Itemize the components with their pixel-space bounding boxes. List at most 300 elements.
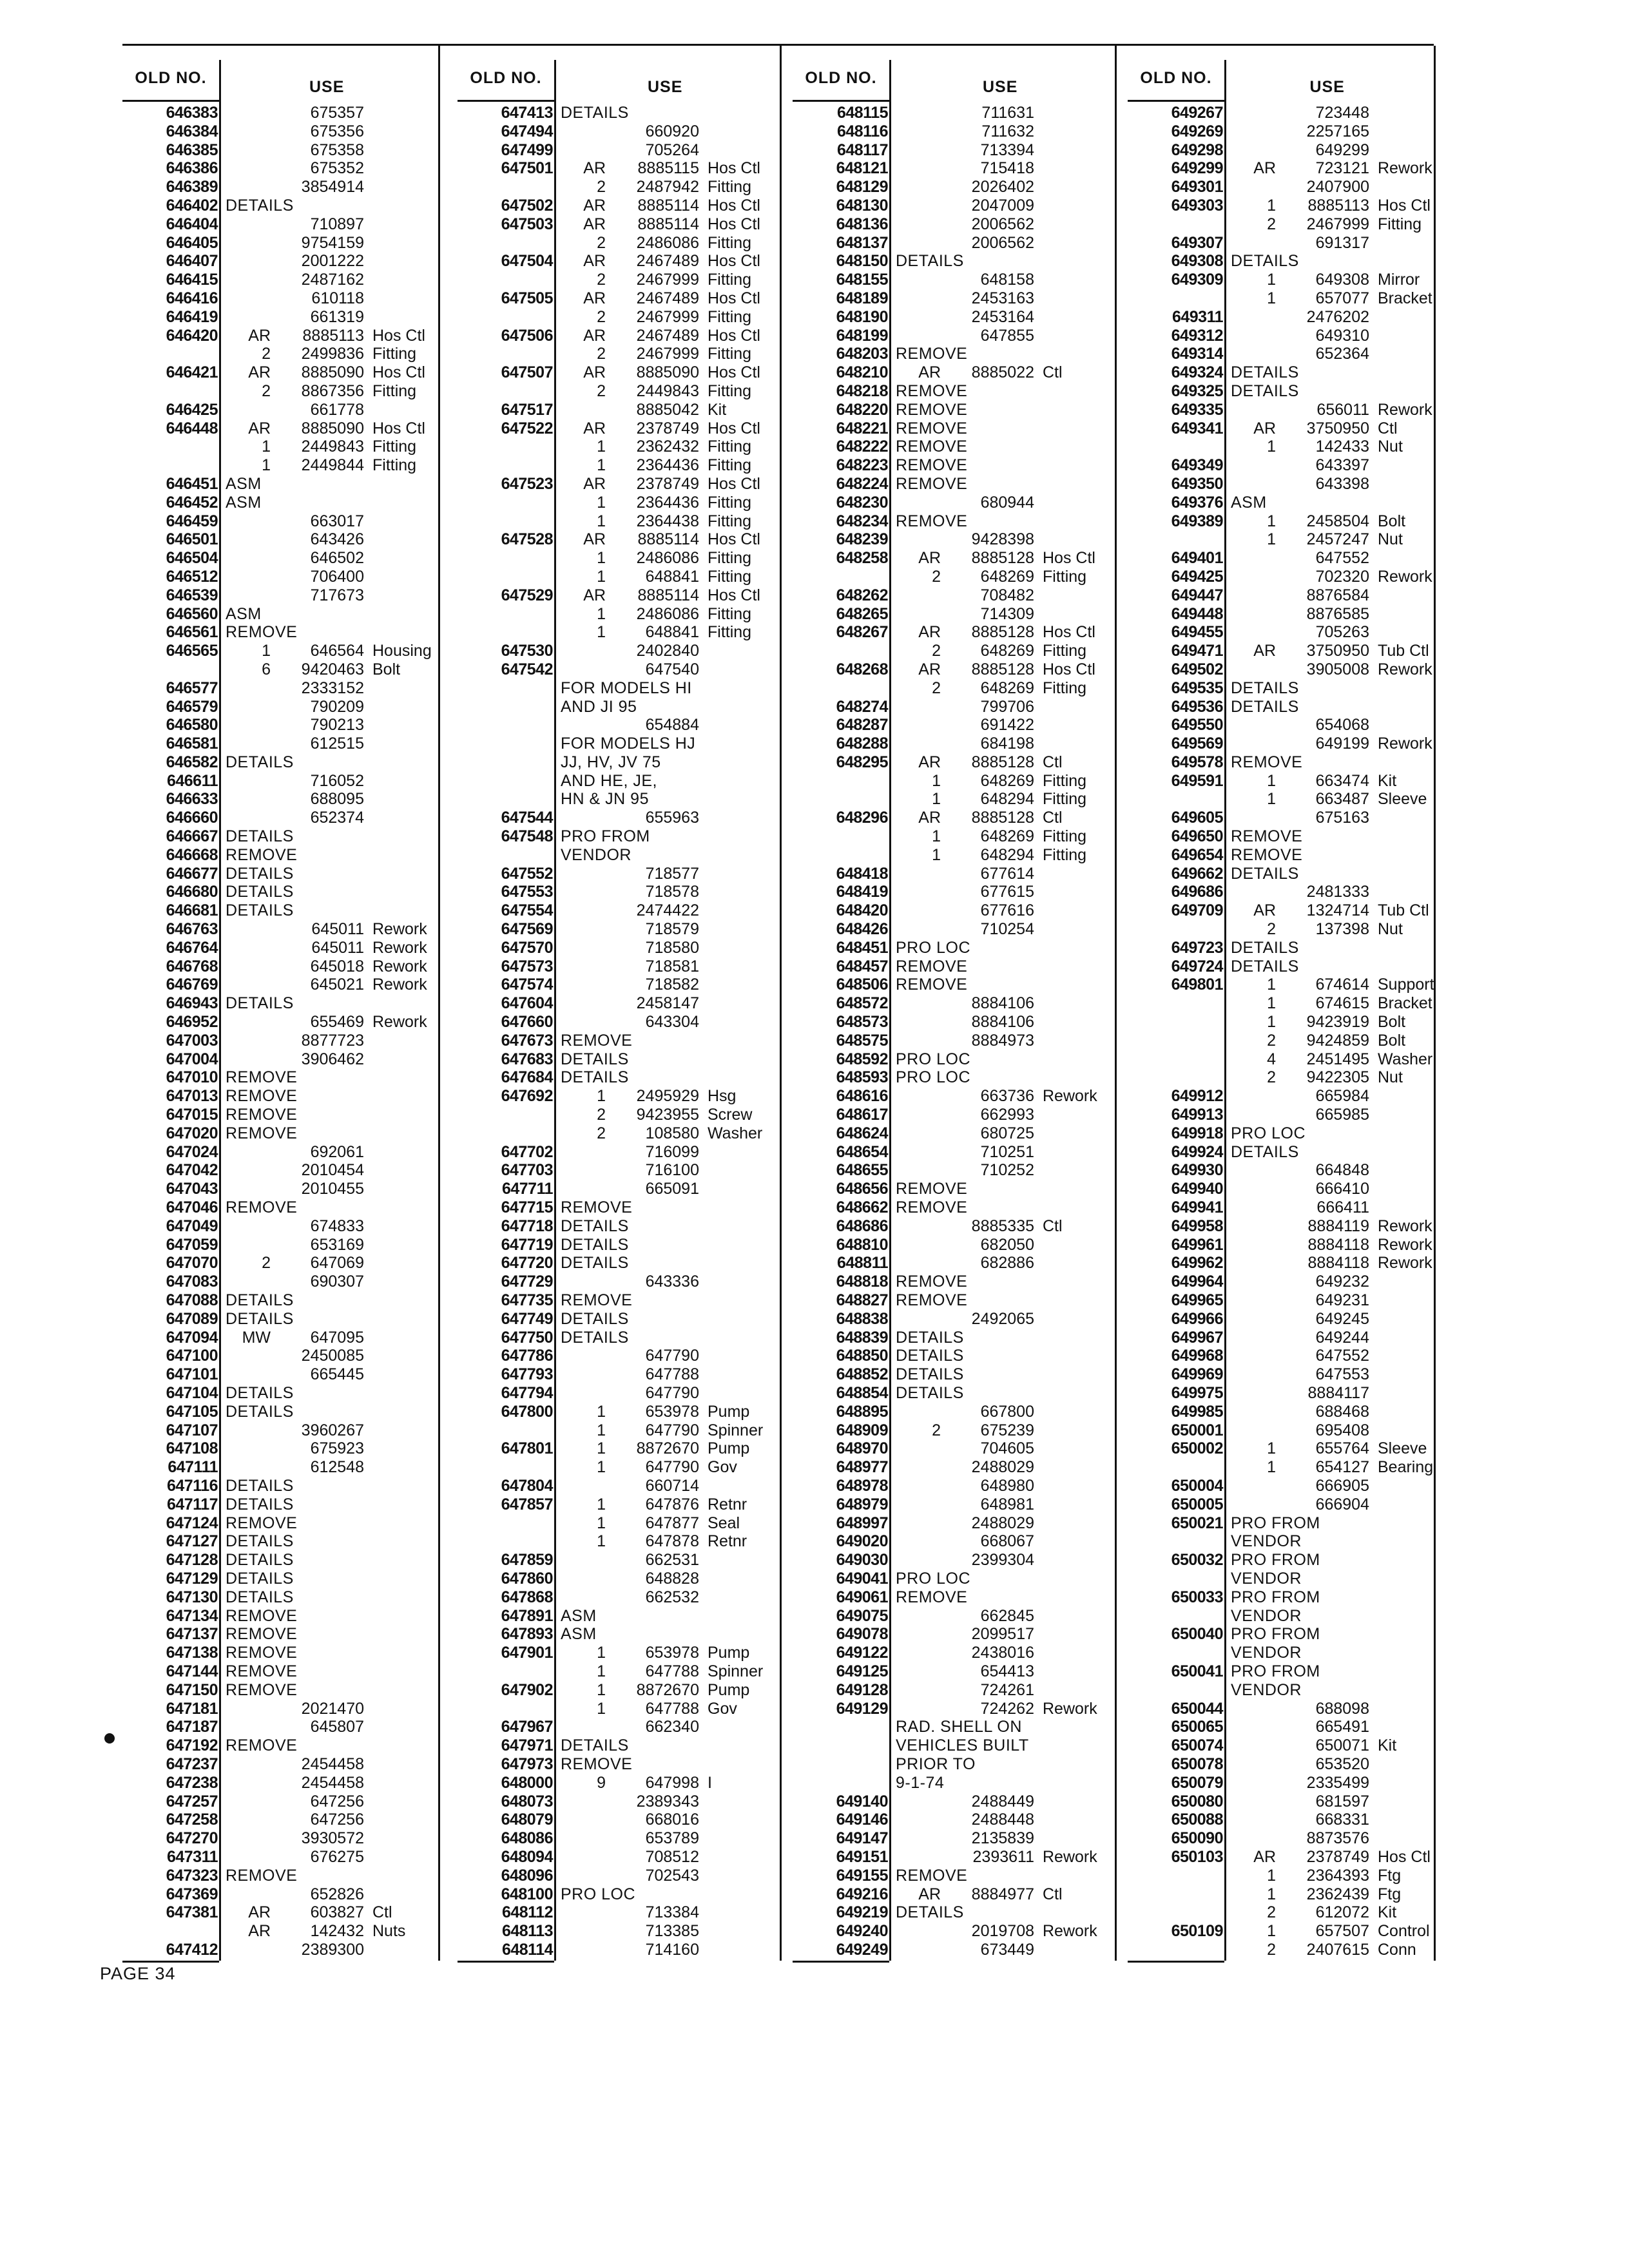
instruction-text: DETAILS xyxy=(561,104,629,122)
table-row xyxy=(122,122,438,141)
use-part-number: 603827 xyxy=(310,1903,364,1922)
part-description: Kit xyxy=(1378,1736,1397,1755)
table-row xyxy=(122,1198,438,1217)
use-part-number: 662340 xyxy=(645,1718,699,1736)
use-part-number: 663017 xyxy=(310,512,364,530)
old-part-number: 646386 xyxy=(166,159,218,178)
instruction-text: DETAILS xyxy=(561,1736,629,1755)
old-part-number: 646763 xyxy=(166,920,218,939)
old-part-number: 647237 xyxy=(166,1754,218,1773)
table-row xyxy=(122,1087,438,1106)
table-row xyxy=(793,345,1115,363)
use-part-number: 647855 xyxy=(980,326,1034,345)
old-part-number: 646425 xyxy=(166,400,218,419)
table-row xyxy=(458,419,780,438)
instruction-text: DETAILS xyxy=(561,1216,629,1235)
table-row xyxy=(122,679,438,698)
instruction-text: DETAILS xyxy=(896,1347,964,1365)
table-row xyxy=(1128,1607,1434,1626)
use-part-number: 2047009 xyxy=(971,196,1034,215)
use-part-number: 2389343 xyxy=(636,1792,699,1811)
old-part-number: 647107 xyxy=(166,1421,218,1439)
instruction-text: DETAILS xyxy=(1231,957,1299,975)
old-part-number: 647187 xyxy=(166,1718,218,1736)
use-part-number: 710254 xyxy=(980,920,1034,939)
instruction-text: VENDOR xyxy=(1231,1680,1302,1699)
use-part-number: 8884977 xyxy=(971,1885,1034,1903)
part-description: Retnr xyxy=(708,1495,747,1514)
instruction-text: PRO FROM xyxy=(561,827,650,846)
part-description: Fitting xyxy=(708,604,752,623)
quantity: AR xyxy=(583,474,606,493)
quantity: 1 xyxy=(597,549,606,568)
old-part-number: 648420 xyxy=(836,901,888,920)
table-row xyxy=(793,549,1115,568)
use-part-number: 2488029 xyxy=(971,1458,1034,1477)
use-part-number: 2486086 xyxy=(636,233,699,252)
table-row xyxy=(122,234,438,253)
use-part-number: 666411 xyxy=(1316,1198,1369,1217)
use-part-number: 647790 xyxy=(645,1383,699,1402)
table-row xyxy=(122,1570,438,1588)
table-row xyxy=(793,1236,1115,1254)
use-part-number: 718581 xyxy=(645,957,699,975)
use-part-number: 2378749 xyxy=(636,419,699,437)
part-description: Spinner xyxy=(708,1662,764,1680)
old-part-number: 646611 xyxy=(166,771,218,790)
old-part-number: 650080 xyxy=(1171,1792,1223,1811)
table-row xyxy=(1128,1458,1434,1477)
old-part-number: 648218 xyxy=(836,381,888,400)
table-row xyxy=(793,271,1115,289)
table-row xyxy=(122,660,438,679)
old-part-number: 649966 xyxy=(1171,1309,1223,1328)
table-row xyxy=(1128,141,1434,160)
old-part-number: 646660 xyxy=(166,809,218,827)
use-part-number: 723448 xyxy=(1315,104,1369,122)
quantity: 1 xyxy=(597,456,606,475)
old-part-number: 646539 xyxy=(166,586,218,604)
quantity: AR xyxy=(918,753,941,771)
quantity: MW xyxy=(242,1328,271,1347)
table-row xyxy=(1128,122,1434,141)
old-part-number: 648624 xyxy=(836,1124,888,1142)
table-row xyxy=(458,475,780,494)
table-row xyxy=(1128,178,1434,197)
quantity: 2 xyxy=(1267,1903,1276,1922)
old-part-number: 647715 xyxy=(501,1198,553,1217)
quantity: AR xyxy=(583,215,606,233)
instruction-text: DETAILS xyxy=(561,1235,629,1254)
instruction-text: PRO LOC xyxy=(1231,1124,1306,1142)
instruction-text: REMOVE xyxy=(561,1754,633,1773)
old-part-number: 649020 xyxy=(836,1532,888,1551)
table-row xyxy=(1128,1291,1434,1310)
use-part-number: 3750950 xyxy=(1306,642,1369,660)
use-part-number: 647540 xyxy=(645,660,699,678)
quantity: 1 xyxy=(932,845,941,864)
use-part-number: 649299 xyxy=(1315,140,1369,159)
table-row xyxy=(1128,159,1434,178)
table-row xyxy=(122,735,438,753)
old-part-number: 647020 xyxy=(166,1124,218,1142)
use-part-number: 8884106 xyxy=(971,1013,1034,1032)
old-part-number: 648079 xyxy=(501,1811,553,1829)
instruction-text: DETAILS xyxy=(226,883,294,901)
old-part-number: 647013 xyxy=(166,1087,218,1106)
table-row xyxy=(122,1329,438,1347)
instruction-text: REMOVE xyxy=(226,1625,298,1644)
use-header: USE xyxy=(309,78,345,96)
table-row xyxy=(122,1811,438,1829)
use-part-number: 8885128 xyxy=(971,549,1034,568)
quantity: 2 xyxy=(597,345,606,363)
table-row xyxy=(458,1774,780,1792)
part-description: Kit xyxy=(1378,1903,1397,1922)
use-part-number: 662531 xyxy=(645,1551,699,1570)
use-part-number: 2257165 xyxy=(1306,122,1369,140)
old-part-number: 646680 xyxy=(166,883,218,901)
table-row xyxy=(1128,1032,1434,1050)
instruction-text: REMOVE xyxy=(896,975,968,994)
part-description: Ctl xyxy=(1043,363,1063,382)
table-row xyxy=(1128,1050,1434,1069)
table-row xyxy=(458,772,780,791)
part-description: Tub Ctl xyxy=(1378,901,1429,920)
table-row xyxy=(458,1829,780,1848)
quantity: 1 xyxy=(597,1087,606,1106)
quantity: AR xyxy=(583,159,606,178)
use-part-number: 2499836 xyxy=(301,345,364,363)
old-part-number: 648136 xyxy=(836,215,888,233)
use-part-number: 8885113 xyxy=(1307,196,1369,215)
instruction-text: DETAILS xyxy=(1231,252,1299,271)
quantity: 1 xyxy=(1267,771,1276,790)
use-part-number: 3930572 xyxy=(301,1829,364,1848)
old-part-number: 648267 xyxy=(836,623,888,642)
use-part-number: 713394 xyxy=(980,140,1034,159)
use-part-number: 677616 xyxy=(980,901,1034,920)
instruction-text: VENDOR xyxy=(561,845,631,864)
use-part-number: 682050 xyxy=(980,1235,1034,1254)
table-row xyxy=(793,178,1115,197)
use-part-number: 718582 xyxy=(645,975,699,994)
instruction-text: DETAILS xyxy=(896,1365,964,1384)
use-part-number: 647788 xyxy=(645,1699,699,1718)
quantity: 2 xyxy=(932,678,941,697)
use-part-number: 653520 xyxy=(1315,1754,1369,1773)
part-description: Rework xyxy=(372,957,427,975)
old-part-number: 649650 xyxy=(1171,827,1223,846)
use-part-number: 2450085 xyxy=(301,1347,364,1365)
table-row xyxy=(793,1106,1115,1124)
column-section-1 xyxy=(122,46,438,1961)
old-part-number: 649269 xyxy=(1171,122,1223,140)
old-part-number: 647004 xyxy=(166,1050,218,1068)
old-part-number: 649535 xyxy=(1171,678,1223,697)
part-description: Fitting xyxy=(708,456,752,475)
quantity: 2 xyxy=(597,307,606,326)
part-description: Hos Ctl xyxy=(708,196,760,215)
old-part-number: 649140 xyxy=(836,1792,888,1811)
old-part-number: 649964 xyxy=(1171,1273,1223,1291)
rows xyxy=(122,104,438,1959)
old-part-number: 647010 xyxy=(166,1068,218,1087)
old-part-number: 649455 xyxy=(1171,623,1223,642)
quantity: 1 xyxy=(1267,1866,1276,1885)
instruction-text: FOR MODELS HI xyxy=(561,678,692,697)
old-part-number: 647801 xyxy=(501,1439,553,1458)
table-row xyxy=(122,419,438,438)
use-part-number: 643304 xyxy=(645,1013,699,1032)
table-row xyxy=(793,382,1115,401)
part-description: Rework xyxy=(1378,1254,1432,1273)
instruction-text: DETAILS xyxy=(226,994,294,1013)
table-row xyxy=(122,1700,438,1718)
use-part-number: 675356 xyxy=(310,122,364,140)
table-row xyxy=(1128,1811,1434,1829)
use-part-number: 716052 xyxy=(310,771,364,790)
old-part-number: 646405 xyxy=(166,233,218,252)
old-part-number: 649801 xyxy=(1171,975,1223,994)
old-part-number: 647971 xyxy=(501,1736,553,1755)
table-row xyxy=(793,1217,1115,1236)
table-row xyxy=(1128,1625,1434,1644)
instruction-text: REMOVE xyxy=(561,1198,633,1217)
old-part-number: 647138 xyxy=(166,1644,218,1662)
instruction-text: REMOVE xyxy=(226,1866,298,1885)
old-part-number: 648818 xyxy=(836,1273,888,1291)
quantity: 1 xyxy=(597,1495,606,1514)
table-row xyxy=(458,1736,780,1755)
part-description: Fitting xyxy=(1043,567,1087,586)
table-row xyxy=(1128,1551,1434,1570)
table-row xyxy=(1128,957,1434,976)
table-row xyxy=(458,1885,780,1904)
use-part-number: 2467999 xyxy=(636,307,699,326)
instruction-text: REMOVE xyxy=(226,1198,298,1217)
table-row xyxy=(458,178,780,197)
use-part-number: 8884118 xyxy=(1307,1254,1369,1273)
part-description: Pump xyxy=(708,1644,750,1662)
old-no-header: OLD NO. xyxy=(805,69,877,87)
table-row xyxy=(458,345,780,363)
quantity: 1 xyxy=(932,771,941,790)
old-part-number: 648000 xyxy=(501,1773,553,1792)
use-part-number: 2453164 xyxy=(971,307,1034,326)
header-rule xyxy=(122,100,219,102)
old-part-number: 647043 xyxy=(166,1180,218,1198)
table-row xyxy=(122,642,438,660)
use-part-number: 8885042 xyxy=(636,400,699,419)
part-description: Tub Ctl xyxy=(1378,642,1429,660)
table-row xyxy=(458,790,780,809)
use-part-number: 8885128 xyxy=(971,660,1034,678)
table-row xyxy=(458,623,780,642)
table-row xyxy=(458,809,780,827)
instruction-text: REMOVE xyxy=(896,957,968,975)
use-part-number: 2453163 xyxy=(971,289,1034,307)
use-part-number: 647256 xyxy=(310,1811,364,1829)
table-row xyxy=(1128,679,1434,698)
old-part-number: 649724 xyxy=(1171,957,1223,975)
use-part-number: 2402840 xyxy=(636,642,699,660)
use-part-number: 2467999 xyxy=(636,271,699,289)
old-part-number: 647901 xyxy=(501,1644,553,1662)
part-description: Fitting xyxy=(708,623,752,642)
table-row xyxy=(122,475,438,494)
instruction-text: DETAILS xyxy=(226,1309,294,1328)
use-part-number: 675163 xyxy=(1315,809,1369,827)
quantity: 1 xyxy=(597,1532,606,1551)
old-part-number: 646561 xyxy=(166,623,218,642)
old-part-number: 648617 xyxy=(836,1106,888,1124)
old-part-number: 649471 xyxy=(1171,642,1223,660)
table-row xyxy=(1128,623,1434,642)
table-row xyxy=(793,586,1115,605)
quantity: 1 xyxy=(597,1644,606,1662)
table-row xyxy=(793,939,1115,957)
old-part-number: 649941 xyxy=(1171,1198,1223,1217)
old-part-number: 646668 xyxy=(166,845,218,864)
use-part-number: 653978 xyxy=(645,1644,699,1662)
old-part-number: 646416 xyxy=(166,289,218,307)
table-row xyxy=(793,1736,1115,1755)
use-part-number: 680725 xyxy=(980,1124,1034,1142)
use-part-number: 668067 xyxy=(980,1532,1034,1551)
quantity: 1 xyxy=(1267,1458,1276,1477)
table-row xyxy=(458,1700,780,1718)
table-row xyxy=(458,753,780,772)
old-part-number: 648288 xyxy=(836,735,888,753)
use-part-number: 9754159 xyxy=(301,233,364,252)
table-row xyxy=(458,122,780,141)
use-part-number: 2135839 xyxy=(971,1829,1034,1848)
old-part-number: 648593 xyxy=(836,1068,888,1087)
old-part-number: 650090 xyxy=(1171,1829,1223,1848)
old-part-number: 649147 xyxy=(836,1829,888,1848)
old-part-number: 647902 xyxy=(501,1680,553,1699)
table-row xyxy=(458,1941,780,1959)
old-part-number: 649709 xyxy=(1171,901,1223,920)
old-part-number: 649550 xyxy=(1171,716,1223,735)
part-description: Bracket xyxy=(1378,289,1432,307)
use-part-number: 676275 xyxy=(310,1847,364,1866)
use-part-number: 2393611 xyxy=(972,1847,1034,1866)
part-description: Fitting xyxy=(1043,827,1087,846)
table-row xyxy=(1128,1848,1434,1867)
table-row xyxy=(793,494,1115,512)
table-row xyxy=(1128,1161,1434,1180)
table-row xyxy=(122,1607,438,1626)
instruction-text: PRO FROM xyxy=(1231,1625,1320,1644)
quantity: AR xyxy=(248,1903,271,1922)
footer-rule xyxy=(793,1961,889,1963)
quantity: 1 xyxy=(262,456,271,475)
instruction-text: DETAILS xyxy=(561,1254,629,1273)
use-part-number: 652364 xyxy=(1315,345,1369,363)
old-part-number: 648112 xyxy=(501,1903,553,1922)
use-part-number: 657507 xyxy=(1315,1922,1369,1941)
header-rule xyxy=(1128,100,1224,102)
old-part-number: 649075 xyxy=(836,1606,888,1625)
table-row xyxy=(793,234,1115,253)
instruction-text: REMOVE xyxy=(896,474,968,493)
table-row xyxy=(1128,104,1434,122)
table-row xyxy=(122,1403,438,1421)
part-description: Hsg xyxy=(708,1087,737,1106)
old-part-number: 648852 xyxy=(836,1365,888,1384)
old-part-number: 649240 xyxy=(836,1922,888,1941)
use-part-number: 718577 xyxy=(645,864,699,883)
part-description: Ftg xyxy=(1378,1885,1402,1903)
old-part-number: 648451 xyxy=(836,938,888,957)
table-row xyxy=(793,901,1115,920)
old-part-number: 648997 xyxy=(836,1514,888,1532)
old-part-number: 648155 xyxy=(836,271,888,289)
old-part-number: 649985 xyxy=(1171,1402,1223,1421)
section-border xyxy=(438,46,440,1961)
instruction-text: REMOVE xyxy=(226,1087,298,1106)
table-row xyxy=(458,975,780,994)
old-part-number: 649376 xyxy=(1171,493,1223,512)
table-row xyxy=(458,698,780,716)
old-part-number: 648230 xyxy=(836,493,888,512)
old-part-number: 648210 xyxy=(836,363,888,382)
old-part-number: 647554 xyxy=(501,901,553,920)
instruction-text: REMOVE xyxy=(226,1736,298,1755)
use-part-number: 647552 xyxy=(1315,549,1369,568)
use-part-number: 684198 xyxy=(980,735,1034,753)
old-part-number: 647503 xyxy=(501,215,553,233)
instruction-text: REMOVE xyxy=(226,1680,298,1699)
old-part-number: 649447 xyxy=(1171,586,1223,604)
old-part-number: 647573 xyxy=(501,957,553,975)
old-part-number: 649301 xyxy=(1171,178,1223,197)
instruction-text: REMOVE xyxy=(226,1068,298,1087)
instruction-text: JJ, HV, JV 75 xyxy=(561,753,661,771)
table-row xyxy=(458,1867,780,1885)
use-part-number: 2378749 xyxy=(1306,1847,1369,1866)
part-description: Hos Ctl xyxy=(708,419,760,437)
table-row xyxy=(458,1811,780,1829)
old-part-number: 647804 xyxy=(501,1476,553,1495)
old-part-number: 647134 xyxy=(166,1606,218,1625)
table-row xyxy=(793,790,1115,809)
table-row xyxy=(793,1867,1115,1885)
use-part-number: 718580 xyxy=(645,938,699,957)
old-part-number: 648811 xyxy=(836,1254,888,1273)
use-part-number: 654884 xyxy=(645,716,699,735)
use-part-number: 8885090 xyxy=(636,363,699,382)
use-part-number: 643336 xyxy=(645,1273,699,1291)
section-border xyxy=(1115,46,1117,1961)
use-part-number: 645807 xyxy=(310,1718,364,1736)
part-description: Rework xyxy=(1043,1699,1097,1718)
table-row xyxy=(122,1458,438,1477)
table-row xyxy=(1128,883,1434,901)
part-description: Rework xyxy=(1378,1216,1432,1235)
table-row xyxy=(1128,1903,1434,1922)
use-part-number: 2467999 xyxy=(636,345,699,363)
part-description: Pump xyxy=(708,1402,750,1421)
old-part-number: 650021 xyxy=(1171,1514,1223,1532)
instruction-text: REMOVE xyxy=(896,456,968,475)
table-row xyxy=(1128,1792,1434,1811)
table-row xyxy=(793,1273,1115,1291)
use-part-number: 652826 xyxy=(310,1885,364,1903)
old-part-number: 649030 xyxy=(836,1551,888,1570)
